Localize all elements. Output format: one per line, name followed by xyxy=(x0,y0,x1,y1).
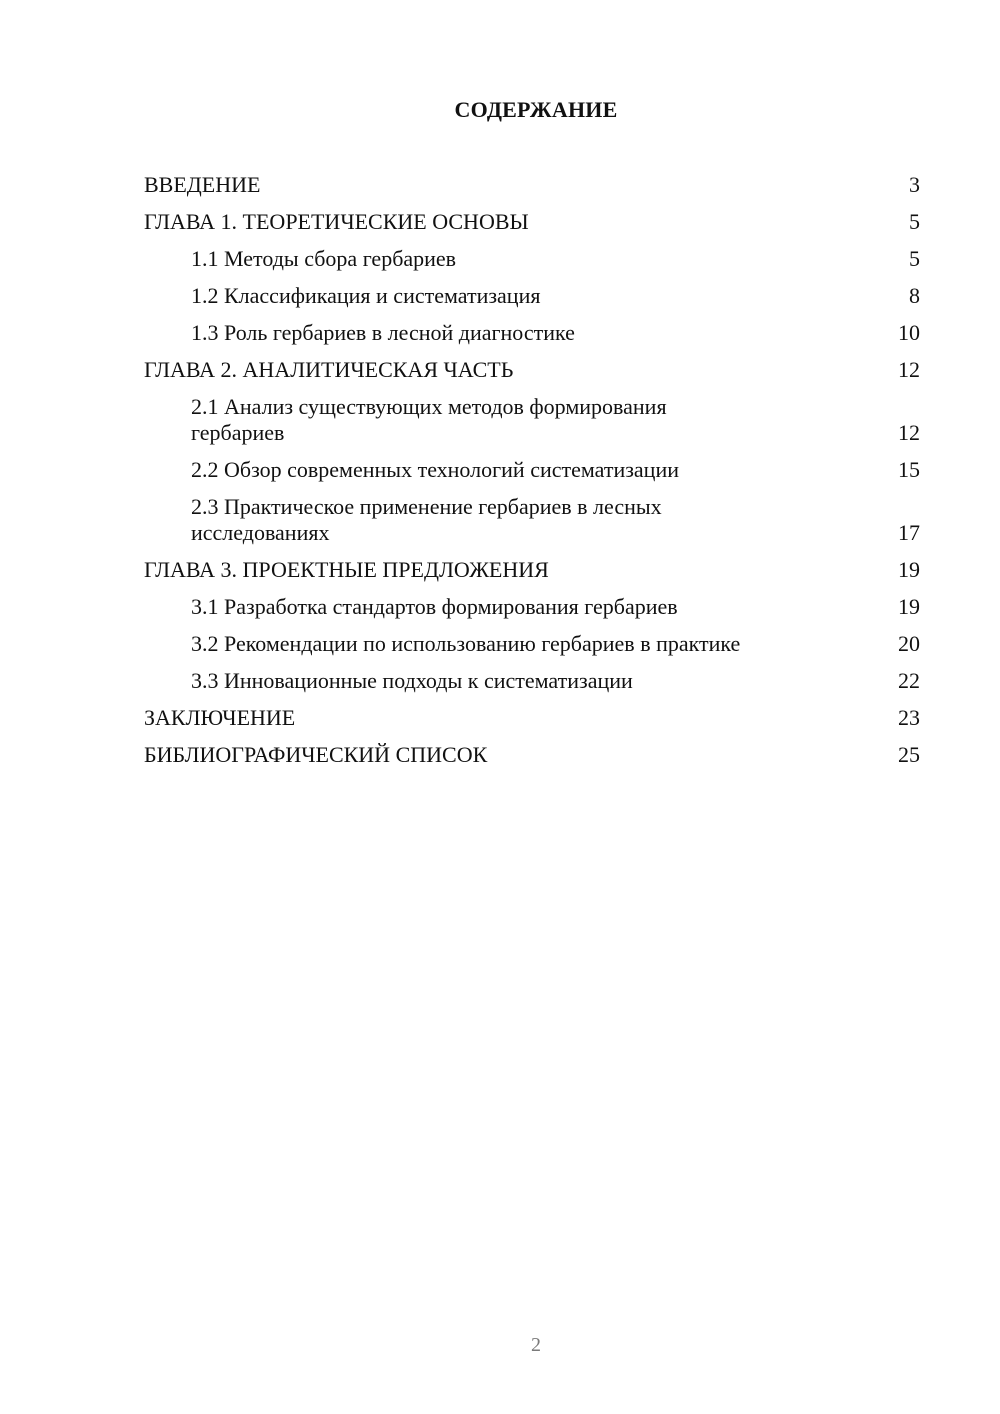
toc-entry-label: 1.3 Роль гербариев в лесной диагностике xyxy=(191,320,575,345)
toc-entry-label: БИБЛИОГРАФИЧЕСКИЙ СПИСОК xyxy=(144,742,488,767)
toc-entry-page: 8 xyxy=(909,283,920,308)
toc-entry-page: 19 xyxy=(898,594,920,619)
toc-entry-label: ВВЕДЕНИЕ xyxy=(144,172,261,197)
toc-entry-page: 5 xyxy=(909,209,920,234)
toc-entry-page: 19 xyxy=(898,557,920,582)
toc-entry-label: 3.2 Рекомендации по использованию гербариев в практике xyxy=(191,631,741,656)
toc-entry-label: 3.1 Разработка стандартов формирования гербариев xyxy=(191,594,678,619)
toc-entry-page: 23 xyxy=(898,705,920,730)
toc-entry-section-2-2[interactable] xyxy=(144,453,920,490)
toc-entry-conclusion[interactable] xyxy=(144,701,920,738)
table-of-contents xyxy=(144,168,920,775)
toc-entry-section-3-3[interactable] xyxy=(144,664,920,701)
toc-entry-section-1-3[interactable] xyxy=(144,316,920,353)
toc-entry-introduction[interactable] xyxy=(144,168,920,205)
toc-entry-chapter-1[interactable] xyxy=(144,205,920,242)
toc-entry-page: 22 xyxy=(898,668,920,693)
toc-entry-page: 10 xyxy=(898,320,920,345)
toc-entry-label: 2.2 Обзор современных технологий систематизации xyxy=(191,457,680,482)
toc-entry-label: ГЛАВА 2. АНАЛИТИЧЕСКАЯ ЧАСТЬ xyxy=(144,357,514,382)
toc-title: СОДЕРЖАНИЕ xyxy=(454,97,618,122)
toc-entry-section-1-2[interactable] xyxy=(144,279,920,316)
toc-entry-chapter-2[interactable] xyxy=(144,353,920,390)
toc-entry-page: 3 xyxy=(909,172,920,197)
toc-entry-chapter-3[interactable] xyxy=(144,553,920,590)
toc-entry-section-1-1[interactable] xyxy=(144,242,920,279)
toc-entry-section-2-3[interactable] xyxy=(144,490,920,553)
toc-entry-bibliography[interactable] xyxy=(144,738,920,775)
toc-entry-label: ГЛАВА 3. ПРОЕКТНЫЕ ПРЕДЛОЖЕНИЯ xyxy=(144,557,549,582)
toc-entry-label: 3.3 Инновационные подходы к систематизации xyxy=(191,668,633,693)
toc-entry-section-2-1[interactable] xyxy=(144,390,920,453)
page-number: 2 xyxy=(531,1334,541,1356)
toc-entry-label: 1.1 Методы сбора гербариев xyxy=(191,246,457,271)
toc-entry-page: 12 xyxy=(898,420,920,445)
toc-entry-section-3-1[interactable] xyxy=(144,590,920,627)
toc-entry-section-3-2[interactable] xyxy=(144,627,920,664)
toc-entry-label: 1.2 Классификация и систематизация xyxy=(191,283,541,308)
toc-entry-label: ГЛАВА 1. ТЕОРЕТИЧЕСКИЕ ОСНОВЫ xyxy=(144,209,529,234)
toc-entry-label: ЗАКЛЮЧЕНИЕ xyxy=(144,705,296,730)
toc-entry-label: 2.1 Анализ существующих методов формирования гербариев xyxy=(191,394,667,445)
toc-entry-page: 5 xyxy=(909,246,920,271)
toc-entry-label: 2.3 Практическое применение гербариев в лесных исследованиях xyxy=(191,494,662,545)
toc-entry-page: 25 xyxy=(898,742,920,767)
toc-entry-page: 12 xyxy=(898,357,920,382)
toc-entry-page: 20 xyxy=(898,631,920,656)
toc-entry-page: 15 xyxy=(898,457,920,482)
toc-entry-page: 17 xyxy=(898,520,920,545)
